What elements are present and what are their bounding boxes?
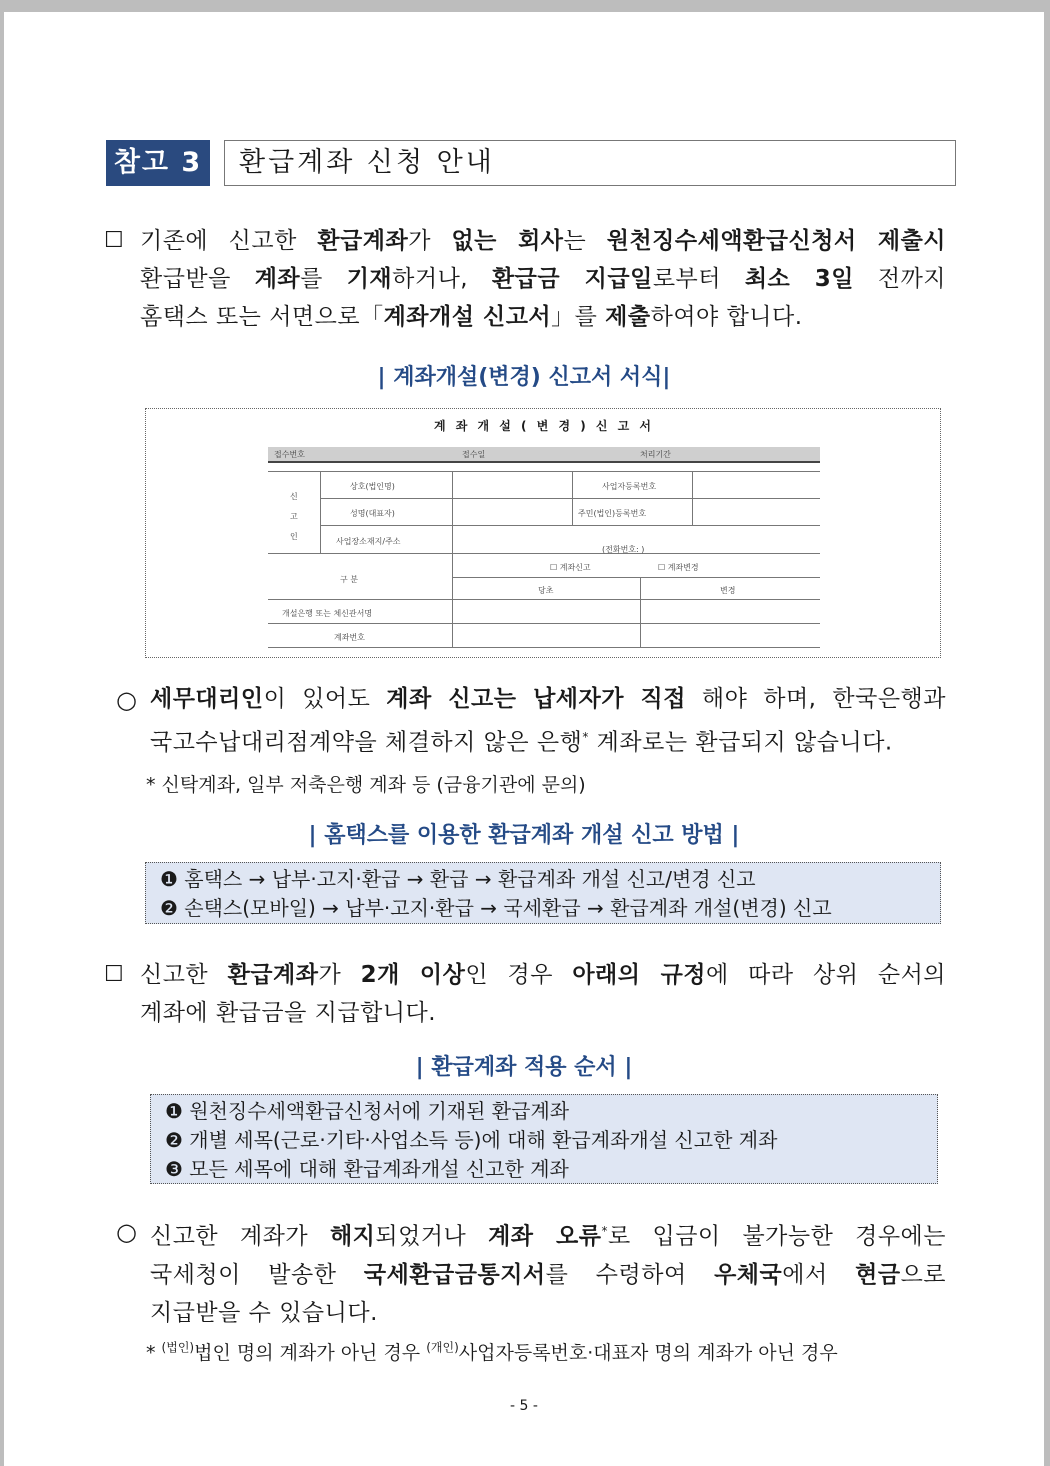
bold-text: 계좌 오류 [488, 1223, 602, 1250]
text: 신고한 [140, 962, 228, 988]
text: 하여야 합니다. [650, 304, 803, 330]
text: 계좌로는 환급되지 않습니다. [588, 729, 893, 756]
footnote-mark: * [601, 1224, 608, 1238]
rep-name-label: 성명(대표자) [350, 509, 395, 518]
grid-line [452, 471, 453, 647]
grid-line [320, 525, 820, 526]
bank-label: 개설은행 또는 체신관서명 [282, 609, 373, 618]
checkbox-bullet-icon: ☐ [104, 962, 124, 987]
footnote-mark: * [146, 1342, 156, 1364]
order-step: ❷ 개별 세목(근로·기타·사업소득 등)에 대해 환급계좌개설 신고한 계좌 [165, 1128, 778, 1152]
text: 로부터 [652, 266, 745, 292]
order-caption: | 환급계좌 적용 순서 | [415, 1055, 633, 1080]
text: 로 입금이 불가능한 경우에는 [607, 1223, 946, 1250]
grid-line [692, 471, 693, 525]
footnote-2 [146, 1338, 838, 1365]
circle-bullet-icon: ○ [116, 686, 137, 714]
bold-text: 현금 [855, 1261, 901, 1288]
paragraph-4-line-3 [150, 1294, 946, 1332]
text: 가 [408, 228, 452, 254]
changed-label: 변경 [720, 586, 736, 595]
paragraph-1-line-1 [140, 222, 946, 260]
form-title: 계 좌 개 설 ( 변 경 ) 신 고 서 [433, 419, 655, 433]
bold-text: 2개 이상 [360, 962, 466, 988]
footnote-mark: * [582, 730, 589, 744]
footnote-1: * 신탁계좌, 일부 저축은행 계좌 등 (금융기관에 문의) [146, 774, 586, 796]
text: 가 [318, 962, 361, 988]
bold-text: 계좌개설 신고서 [383, 304, 552, 330]
section-header [106, 140, 942, 186]
bold-text: 해지 [329, 1223, 376, 1250]
bold-text: 환급계좌 [227, 962, 319, 988]
bold-text: 제출 [605, 304, 651, 330]
bold-text: 아래의 규정 [572, 962, 707, 988]
hometax-caption: | 홈택스를 이용한 환급계좌 개설 신고 방법 | [308, 823, 740, 848]
text: 국고수납대리점계약을 체결하지 않은 은행 [150, 729, 583, 756]
applicant-char: 신 [290, 492, 298, 501]
paragraph-3-line-2 [140, 994, 946, 1032]
option-change-label: ☐ 계좌변경 [658, 563, 699, 572]
paragraph-3 [140, 956, 946, 1032]
paragraph-2 [150, 680, 946, 762]
receipt-no-label: 접수번호 [274, 450, 305, 459]
hometax-step: ❷ 손택스(모바일) → 납부·고지·환급 → 국세환급 → 환급계좌 개설(변경) 신고 [160, 896, 832, 920]
page-title: 환급계좌 신청 안내 [224, 140, 956, 186]
paragraph-4 [150, 1212, 946, 1332]
reference-tag: 참고 3 [106, 140, 210, 186]
bold-text: 없는 회사 [451, 228, 564, 254]
text: 되었거나 [375, 1223, 489, 1250]
document-page [4, 12, 1044, 1466]
grid-line [640, 577, 641, 647]
bold-text: 세무대리인 [150, 686, 264, 712]
paragraph-1-line-3 [140, 298, 946, 336]
text: 환급받을 [140, 266, 255, 292]
biz-no-label: 사업자등록번호 [602, 482, 657, 491]
text: 홈택스 또는 서면으로「 [140, 304, 384, 330]
bold-text: 계좌 신고는 납세자가 직접 [386, 686, 686, 712]
form-caption: | 계좌개설(변경) 신고서 서식| [377, 365, 671, 390]
text: 는 [563, 228, 607, 254]
grid-line [268, 471, 820, 472]
text: 신고한 계좌가 [150, 1223, 330, 1250]
company-name-label: 상호(법인명) [350, 482, 395, 491]
text: 를 수령하여 [545, 1261, 715, 1288]
text: 으로 [900, 1261, 946, 1288]
grid-line [572, 471, 573, 525]
form-sample-image [145, 408, 941, 658]
text: 에 따라 상위 순서의 [706, 962, 947, 988]
current-label: 당초 [538, 586, 554, 595]
text: 」를 [551, 304, 606, 330]
bold-text: 최소 3일 [744, 266, 855, 292]
order-steps-box [150, 1094, 938, 1184]
circle-bullet-icon: ○ [116, 1218, 137, 1246]
text: 이 있어도 [263, 686, 387, 712]
phone-label: (전화번호: ) [602, 545, 645, 554]
text: 하거나, [392, 266, 492, 292]
bold-text: 원천징수세액환급신청서 제출시 [606, 228, 947, 254]
footnote-tag: (법인) [161, 1340, 195, 1355]
paragraph-4-line-1 [150, 1212, 946, 1256]
order-step: ❶ 원천징수세액환급신청서에 기재된 환급계좌 [165, 1099, 570, 1123]
text: 지급받을 수 있습니다. [150, 1299, 378, 1326]
text: 인 경우 [465, 962, 573, 988]
text: 기존에 신고한 [140, 228, 318, 254]
processing-label: 처리기간 [640, 450, 671, 459]
grid-line [268, 623, 820, 624]
grid-line [320, 498, 820, 499]
applicant-char: 고 [290, 512, 298, 521]
form-header-bar [268, 447, 820, 463]
text: 국세청이 발송한 [150, 1261, 364, 1288]
grid-line [452, 577, 820, 578]
grid-line [268, 553, 820, 554]
grid-line [268, 647, 820, 648]
bold-text: 국세환급금통지서 [363, 1261, 546, 1288]
hometax-step: ❶ 홈택스 → 납부·고지·환급 → 환급 → 환급계좌 개설 신고/변경 신고 [160, 867, 756, 891]
option-new-label: ☐ 계좌신고 [550, 563, 591, 572]
checkbox-bullet-icon: ☐ [104, 228, 124, 253]
paragraph-2-line-2 [150, 718, 946, 762]
resident-no-label: 주민(법인)등록번호 [578, 509, 647, 518]
bold-text: 계좌 [254, 266, 301, 292]
paragraph-3-line-1 [140, 956, 946, 994]
grid-line [268, 599, 820, 600]
applicant-char: 인 [290, 532, 298, 541]
address-label: 사업장소재지/주소 [336, 537, 401, 546]
bold-text: 환급계좌 [317, 228, 409, 254]
bold-text: 우체국 [714, 1261, 783, 1288]
paragraph-2-line-1 [150, 680, 946, 718]
paragraph-1 [140, 222, 946, 336]
text: 계좌에 환급금을 지급합니다. [140, 1000, 437, 1026]
paragraph-4-line-2 [150, 1256, 946, 1294]
page-number: - 5 - [510, 1398, 538, 1414]
text: 를 [300, 266, 347, 292]
bold-text: 환급금 지급일 [491, 266, 653, 292]
category-label: 구 분 [340, 575, 358, 584]
text: 전까지 [854, 266, 947, 292]
hometax-steps-box [145, 862, 941, 924]
receipt-date-label: 접수일 [462, 450, 486, 459]
footnote-text: 법인 명의 계좌가 아닌 경우 [194, 1342, 421, 1364]
footnote-tag: (개인) [426, 1340, 459, 1355]
paragraph-1-line-2 [140, 260, 946, 298]
order-step: ❸ 모든 세목에 대해 환급계좌개설 신고한 계좌 [165, 1157, 569, 1181]
grid-line [320, 471, 321, 553]
footnote-text: 사업자등록번호·대표자 명의 계좌가 아닌 경우 [458, 1342, 838, 1364]
bold-text: 기재 [346, 266, 393, 292]
account-no-label: 계좌번호 [334, 633, 365, 642]
applicant-label [290, 487, 300, 547]
text: 해야 하며, 한국은행과 [686, 686, 946, 712]
text: 에서 [782, 1261, 856, 1288]
